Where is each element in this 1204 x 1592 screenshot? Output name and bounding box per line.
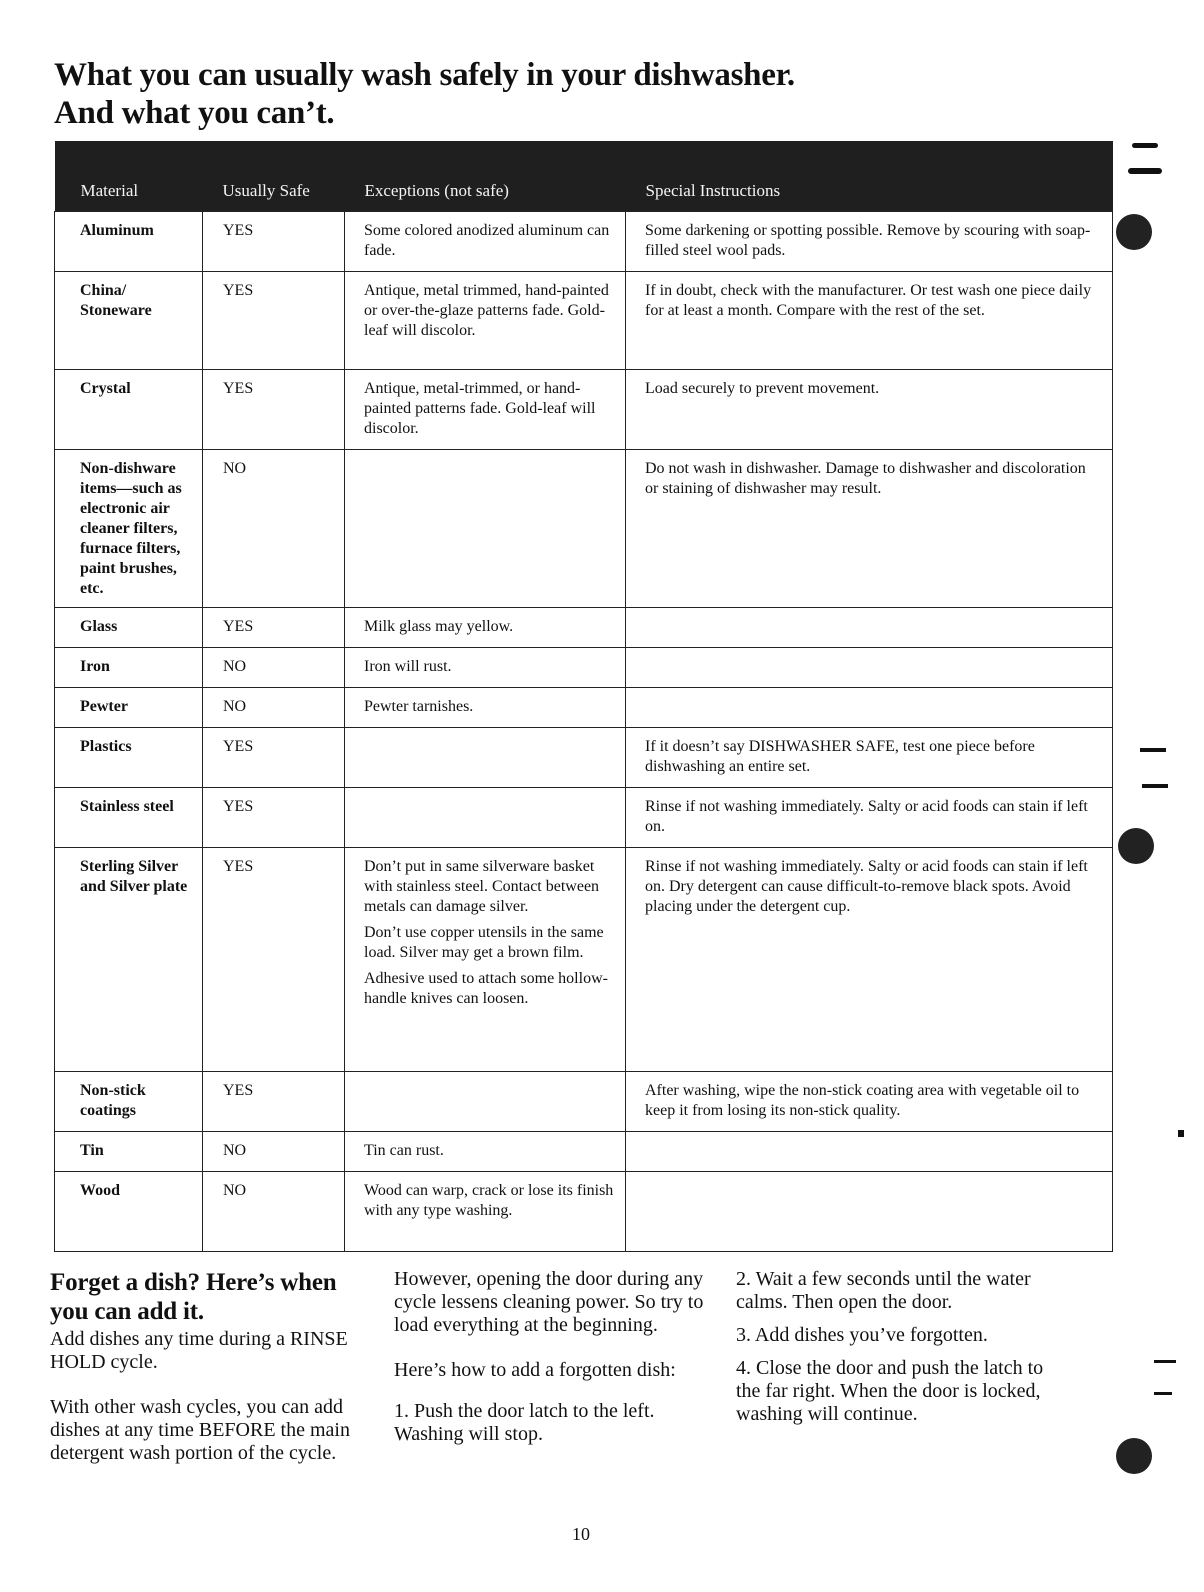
instructions-cell: If in doubt, check with the manufacturer. Or test wash one piece daily for at least a month. Compare with the rest of the set. bbox=[626, 272, 1113, 370]
table-row bbox=[55, 450, 1113, 608]
instructions-cell: Some darkening or spotting possible. Remove by scouring with soap-filled steel wool pads. bbox=[626, 212, 1113, 272]
header-exceptions: Exceptions (not safe) bbox=[345, 141, 626, 212]
add-dish-column-1 bbox=[50, 1268, 380, 1479]
exceptions-cell bbox=[345, 370, 626, 450]
instructions-cell bbox=[626, 608, 1113, 648]
binder-mark bbox=[1140, 748, 1166, 752]
step-3: 3. Add dishes you’ve forgotten. bbox=[736, 1324, 988, 1346]
material-cell: Crystal bbox=[55, 370, 203, 450]
exceptions-cell bbox=[345, 450, 626, 608]
safe-cell: YES bbox=[203, 788, 345, 848]
binder-mark bbox=[1178, 1130, 1184, 1137]
material-cell: Non-stick coatings bbox=[55, 1072, 203, 1132]
instructions-cell: After washing, wipe the non-stick coating area with vegetable oil to keep it from losing its non-stick quality. bbox=[626, 1072, 1113, 1132]
material-cell: Glass bbox=[55, 608, 203, 648]
add-dish-para-2: With other wash cycles, you can add dishes at any time BEFORE the main detergent wash portion of the cycle. bbox=[50, 1396, 350, 1464]
exceptions-cell bbox=[345, 608, 626, 648]
step-2: 2. Wait a few seconds until the water calms. Then open the door. bbox=[736, 1268, 1031, 1313]
add-dish-column-3 bbox=[736, 1268, 1066, 1440]
table-row bbox=[55, 848, 1113, 1072]
exceptions-cell bbox=[345, 848, 626, 1072]
instructions-cell: Rinse if not washing immediately. Salty or acid foods can stain if left on. bbox=[626, 788, 1113, 848]
table-row bbox=[55, 1172, 1113, 1252]
add-dish-heading: Forget a dish? Here’s when you can add it. bbox=[50, 1269, 337, 1325]
safe-cell: YES bbox=[203, 848, 345, 1072]
binder-mark bbox=[1132, 143, 1158, 148]
step-1: 1. Push the door latch to the left. Washing will stop. bbox=[394, 1400, 655, 1445]
title-line-1: What you can usually wash safely in your dishwasher. bbox=[54, 57, 795, 93]
safe-cell: YES bbox=[203, 728, 345, 788]
exceptions-cell bbox=[345, 648, 626, 688]
safe-cell: YES bbox=[203, 1072, 345, 1132]
material-cell: Tin bbox=[55, 1132, 203, 1172]
exceptions-cell bbox=[345, 688, 626, 728]
punch-hole bbox=[1116, 1438, 1152, 1474]
dishwasher-safety-table bbox=[54, 141, 1113, 1252]
header-special-instructions: Special Instructions bbox=[626, 141, 1113, 212]
safe-cell: NO bbox=[203, 688, 345, 728]
add-dish-para-3: However, opening the door during any cycle lessens cleaning power. So try to load everything at the beginning. bbox=[394, 1268, 704, 1336]
table-row bbox=[55, 370, 1113, 450]
instructions-cell: Rinse if not washing immediately. Salty or acid foods can stain if left on. Dry detergent can cause difficult-to-remove black spots. Avoid placing under the detergent cup. bbox=[626, 848, 1113, 1072]
material-cell: Stainless steel bbox=[55, 788, 203, 848]
material-cell: Wood bbox=[55, 1172, 203, 1252]
safe-cell: NO bbox=[203, 1132, 345, 1172]
material-cell: Iron bbox=[55, 648, 203, 688]
exceptions-cell bbox=[345, 272, 626, 370]
exception-text: Don’t put in same silverware basket with stainless steel. Contact between metals can damage silver. bbox=[364, 858, 600, 915]
table-row bbox=[55, 688, 1113, 728]
title-line-2: And what you can’t. bbox=[54, 95, 335, 131]
exception-text: Wood can warp, crack or lose its finish with any type washing. bbox=[364, 1182, 614, 1219]
table-row bbox=[55, 212, 1113, 272]
instructions-cell: Do not wash in dishwasher. Damage to dishwasher and discoloration or staining of dishwasher may result. bbox=[626, 450, 1113, 608]
table-row bbox=[55, 272, 1113, 370]
step-4: 4. Close the door and push the latch to the far right. When the door is locked, washing will continue. bbox=[736, 1357, 1044, 1425]
safe-cell: NO bbox=[203, 450, 345, 608]
safe-cell: YES bbox=[203, 272, 345, 370]
exception-text: Iron will rust. bbox=[364, 658, 452, 675]
binder-mark bbox=[1128, 168, 1162, 174]
safe-cell: YES bbox=[203, 608, 345, 648]
exception-text: Don’t use copper utensils in the same load. Silver may get a brown film. bbox=[364, 924, 604, 961]
exception-text: Antique, metal-trimmed, or hand-painted patterns fade. Gold-leaf will discolor. bbox=[364, 380, 596, 437]
instructions-cell: If it doesn’t say DISHWASHER SAFE, test one piece before dishwashing an entire set. bbox=[626, 728, 1113, 788]
binder-mark bbox=[1142, 784, 1168, 788]
binder-mark bbox=[1154, 1360, 1176, 1363]
safe-cell: YES bbox=[203, 370, 345, 450]
material-cell: Plastics bbox=[55, 728, 203, 788]
table-row bbox=[55, 728, 1113, 788]
exception-text: Adhesive used to attach some hollow-handle knives can loosen. bbox=[364, 970, 608, 1007]
exception-text: Milk glass may yellow. bbox=[364, 618, 514, 635]
exceptions-cell bbox=[345, 1132, 626, 1172]
exceptions-cell bbox=[345, 212, 626, 272]
page-title bbox=[54, 56, 1054, 132]
header-usually-safe: Usually Safe bbox=[203, 141, 345, 212]
header-material: Material bbox=[55, 141, 203, 212]
instructions-cell bbox=[626, 1172, 1113, 1252]
table-row bbox=[55, 1132, 1113, 1172]
material-cell: China/ Stoneware bbox=[55, 272, 203, 370]
material-cell: Non-dishware items—such as electronic air cleaner filters, furnace filters, paint brushes, etc. bbox=[55, 450, 203, 608]
add-dish-column-2 bbox=[394, 1268, 724, 1460]
table-header-row bbox=[55, 141, 1113, 212]
table-row bbox=[55, 648, 1113, 688]
table-row bbox=[55, 608, 1113, 648]
instructions-cell bbox=[626, 648, 1113, 688]
page-number: 10 bbox=[572, 1524, 590, 1544]
material-cell: Pewter bbox=[55, 688, 203, 728]
exceptions-cell bbox=[345, 728, 626, 788]
exception-text: Antique, metal trimmed, hand-painted or over-the-glaze patterns fade. Gold-leaf will discolor. bbox=[364, 282, 609, 339]
punch-hole bbox=[1116, 214, 1152, 250]
exceptions-cell bbox=[345, 788, 626, 848]
safe-cell: YES bbox=[203, 212, 345, 272]
exceptions-cell bbox=[345, 1172, 626, 1252]
binder-mark bbox=[1154, 1392, 1172, 1395]
punch-hole bbox=[1118, 828, 1154, 864]
material-cell: Sterling Silver and Silver plate bbox=[55, 848, 203, 1072]
exception-text: Pewter tarnishes. bbox=[364, 698, 474, 715]
exception-text: Tin can rust. bbox=[364, 1142, 444, 1159]
table-row bbox=[55, 788, 1113, 848]
add-dish-para-4: Here’s how to add a forgotten dish: bbox=[394, 1359, 676, 1381]
instructions-cell bbox=[626, 688, 1113, 728]
material-cell: Aluminum bbox=[55, 212, 203, 272]
safe-cell: NO bbox=[203, 648, 345, 688]
add-dish-para-1: Add dishes any time during a RINSE HOLD cycle. bbox=[50, 1328, 348, 1373]
exceptions-cell bbox=[345, 1072, 626, 1132]
instructions-cell bbox=[626, 1132, 1113, 1172]
safe-cell: NO bbox=[203, 1172, 345, 1252]
table-row bbox=[55, 1072, 1113, 1132]
exception-text: Some colored anodized aluminum can fade. bbox=[364, 222, 610, 259]
instructions-cell: Load securely to prevent movement. bbox=[626, 370, 1113, 450]
